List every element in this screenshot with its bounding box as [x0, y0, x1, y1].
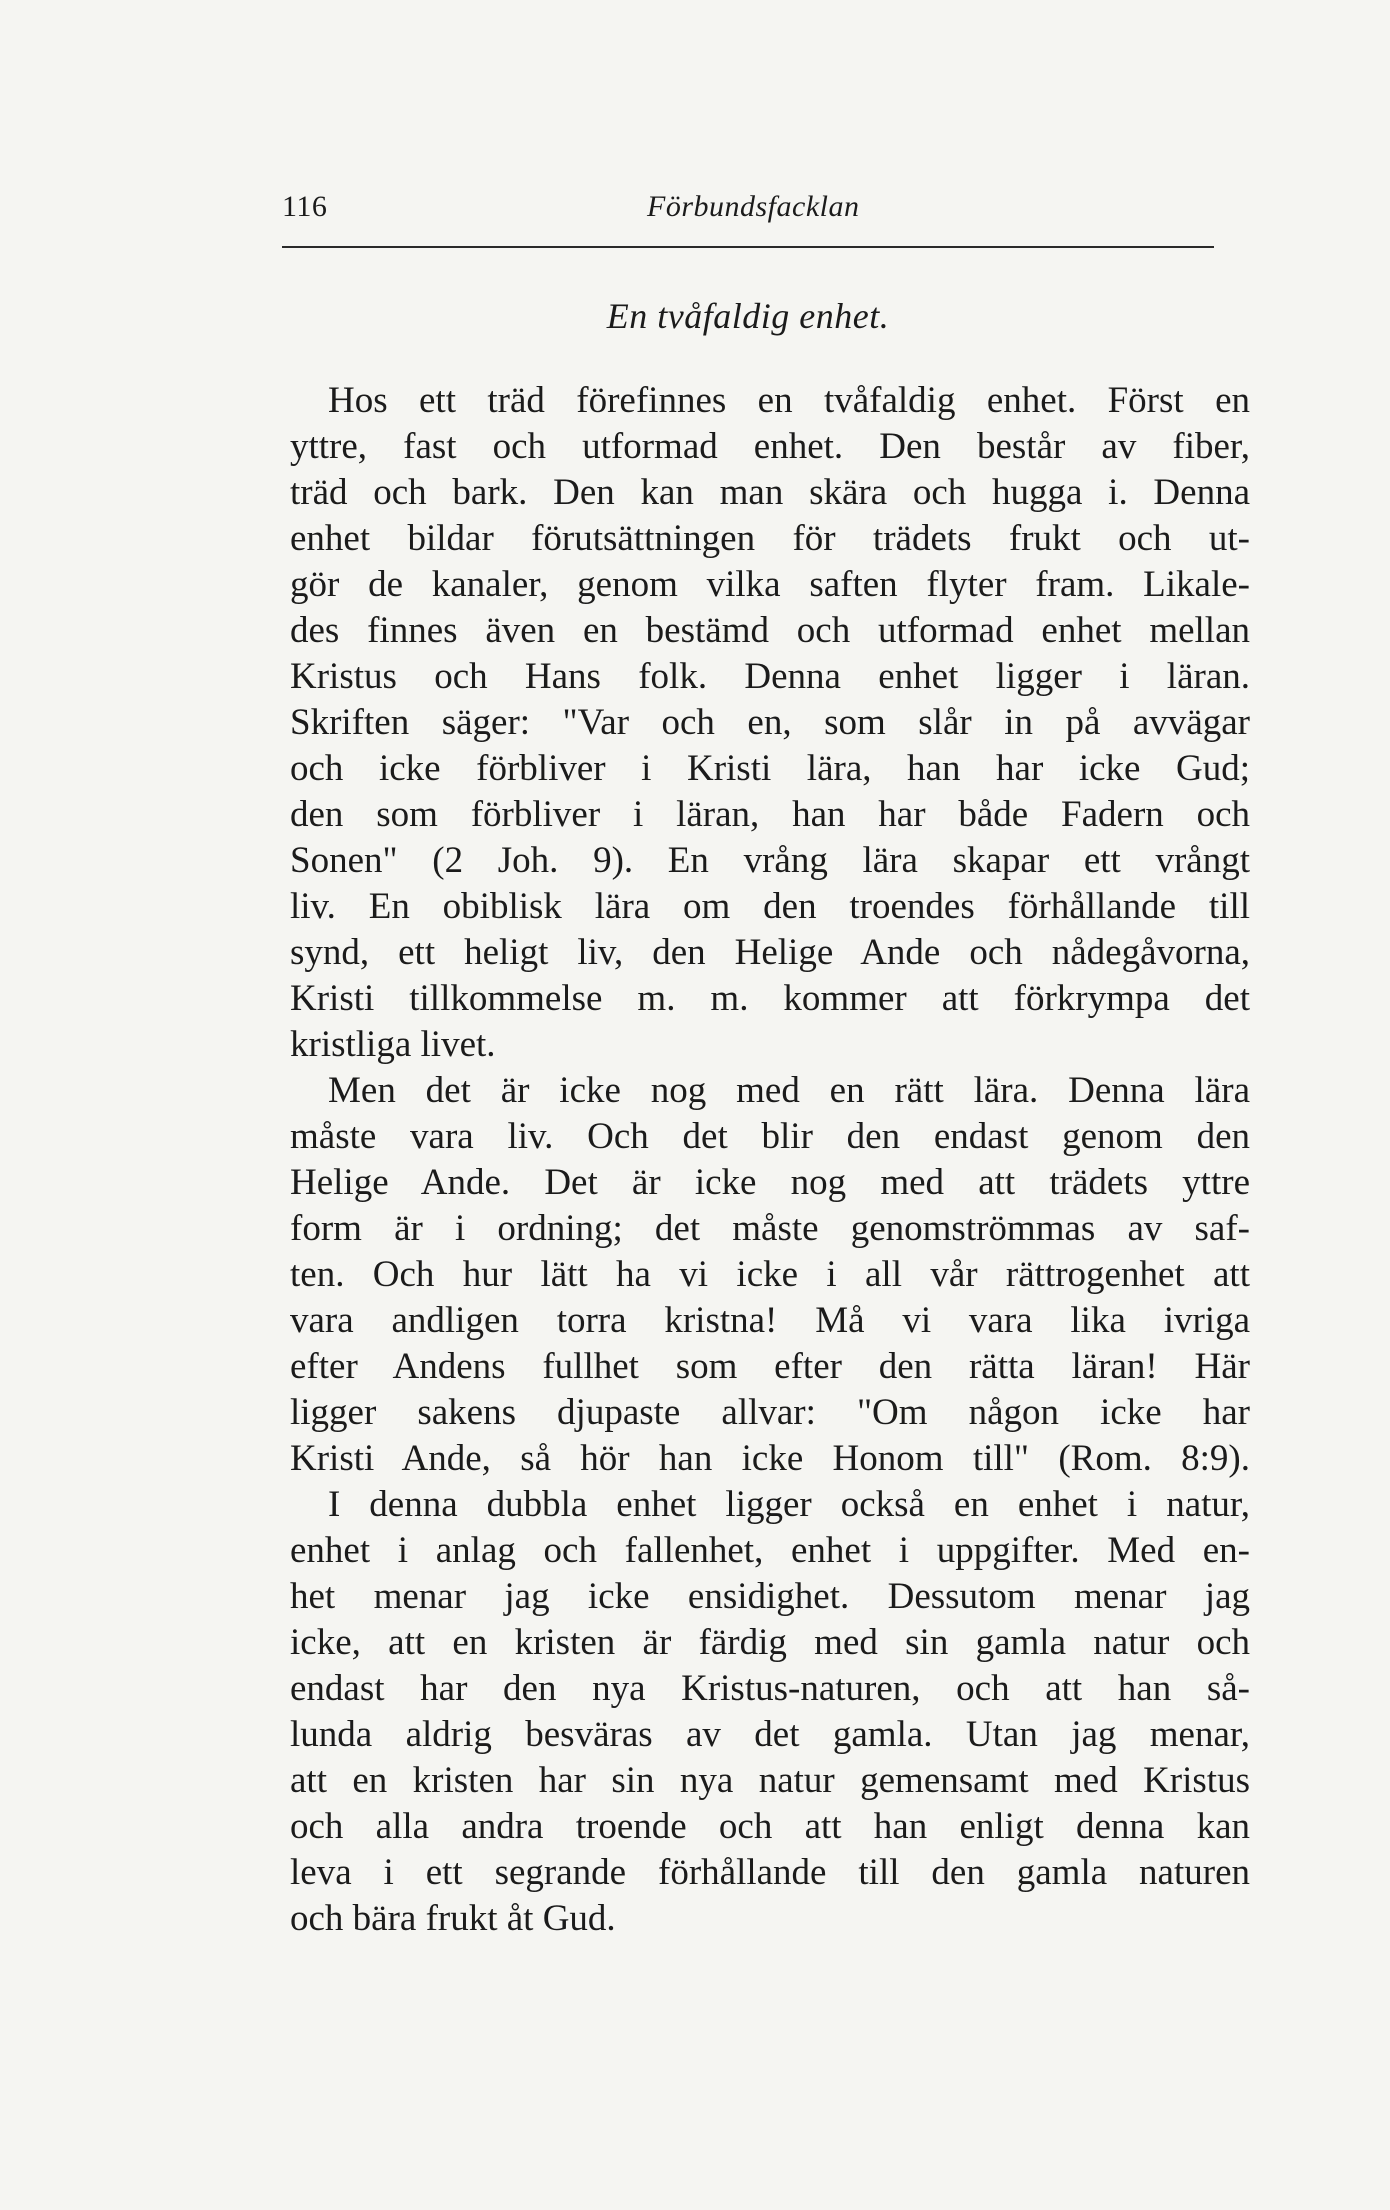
- text-line: lunda aldrig besväras av det gamla. Utan jag menar,: [290, 1714, 1250, 1755]
- text-line: och alla andra troende och att han enligt denna kan: [290, 1806, 1250, 1847]
- text-line: och icke förbliver i Kristi lära, han har icke Gud;: [290, 748, 1250, 789]
- text-line: yttre, fast och utformad enhet. Den består av fiber,: [290, 426, 1250, 467]
- text-line: Kristi Ande, så hör han icke Honom till" (Rom. 8:9).: [290, 1438, 1250, 1479]
- text-line: att en kristen har sin nya natur gemensamt med Kristus: [290, 1760, 1250, 1801]
- text-line: het menar jag icke ensidighet. Dessutom menar jag: [290, 1576, 1250, 1617]
- text-line: Men det är icke nog med en rätt lära. Denna lära: [328, 1070, 1250, 1111]
- text-line: måste vara liv. Och det blir den endast genom den: [290, 1116, 1250, 1157]
- text-line: gör de kanaler, genom vilka saften flyter fram. Likale-: [290, 564, 1250, 605]
- article-title: En tvåfaldig enhet.: [606, 296, 890, 336]
- text-line: Hos ett träd förefinnes en tvåfaldig enhet. Först en: [328, 380, 1250, 421]
- text-line: efter Andens fullhet som efter den rätta läran! Här: [290, 1346, 1250, 1387]
- text-line: icke, att en kristen är färdig med sin gamla natur och: [290, 1622, 1250, 1663]
- running-title: Förbundsfacklan: [647, 190, 860, 223]
- text-line: leva i ett segrande förhållande till den gamla naturen: [290, 1852, 1250, 1893]
- text-line: Kristi tillkommelse m. m. kommer att förkrympa det: [290, 978, 1250, 1019]
- text-line: synd, ett heligt liv, den Helige Ande och nådegåvorna,: [290, 932, 1250, 973]
- text-line: enhet bildar förutsättningen för trädets frukt och ut-: [290, 518, 1250, 559]
- text-line: endast har den nya Kristus-naturen, och att han så-: [290, 1668, 1250, 1709]
- text-line: form är i ordning; det måste genomströmmas av saf-: [290, 1208, 1250, 1249]
- text-line: Kristus och Hans folk. Denna enhet ligger i läran.: [290, 656, 1250, 697]
- text-line: enhet i anlag och fallenhet, enhet i uppgifter. Med en-: [290, 1530, 1250, 1571]
- text-line: den som förbliver i läran, han har både Fadern och: [290, 794, 1250, 835]
- text-line: Helige Ande. Det är icke nog med att trädets yttre: [290, 1162, 1250, 1203]
- text-line: des finnes även en bestämd och utformad enhet mellan: [290, 610, 1250, 651]
- header-rule: [282, 246, 1214, 248]
- text-line: Skriften säger: "Var och en, som slår in på avvägar: [290, 702, 1250, 743]
- article-body: [290, 378, 1250, 1942]
- text-line: och bära frukt åt Gud.: [290, 1898, 616, 1939]
- text-line: ten. Och hur lätt ha vi icke i all vår rättrogenhet att: [290, 1254, 1250, 1295]
- page-header: [282, 190, 1214, 240]
- text-line: I denna dubbla enhet ligger också en enhet i natur,: [328, 1484, 1250, 1525]
- text-line: ligger sakens djupaste allvar: "Om någon icke har: [290, 1392, 1250, 1433]
- text-line: träd och bark. Den kan man skära och hugga i. Denna: [290, 472, 1250, 513]
- text-line: vara andligen torra kristna! Må vi vara lika ivriga: [290, 1300, 1250, 1341]
- page-number: 116: [282, 190, 328, 223]
- text-line: liv. En obiblisk lära om den troendes förhållande till: [290, 886, 1250, 927]
- text-line: Sonen" (2 Joh. 9). En vrång lära skapar ett vrångt: [290, 840, 1250, 881]
- text-line: kristliga livet.: [290, 1024, 496, 1065]
